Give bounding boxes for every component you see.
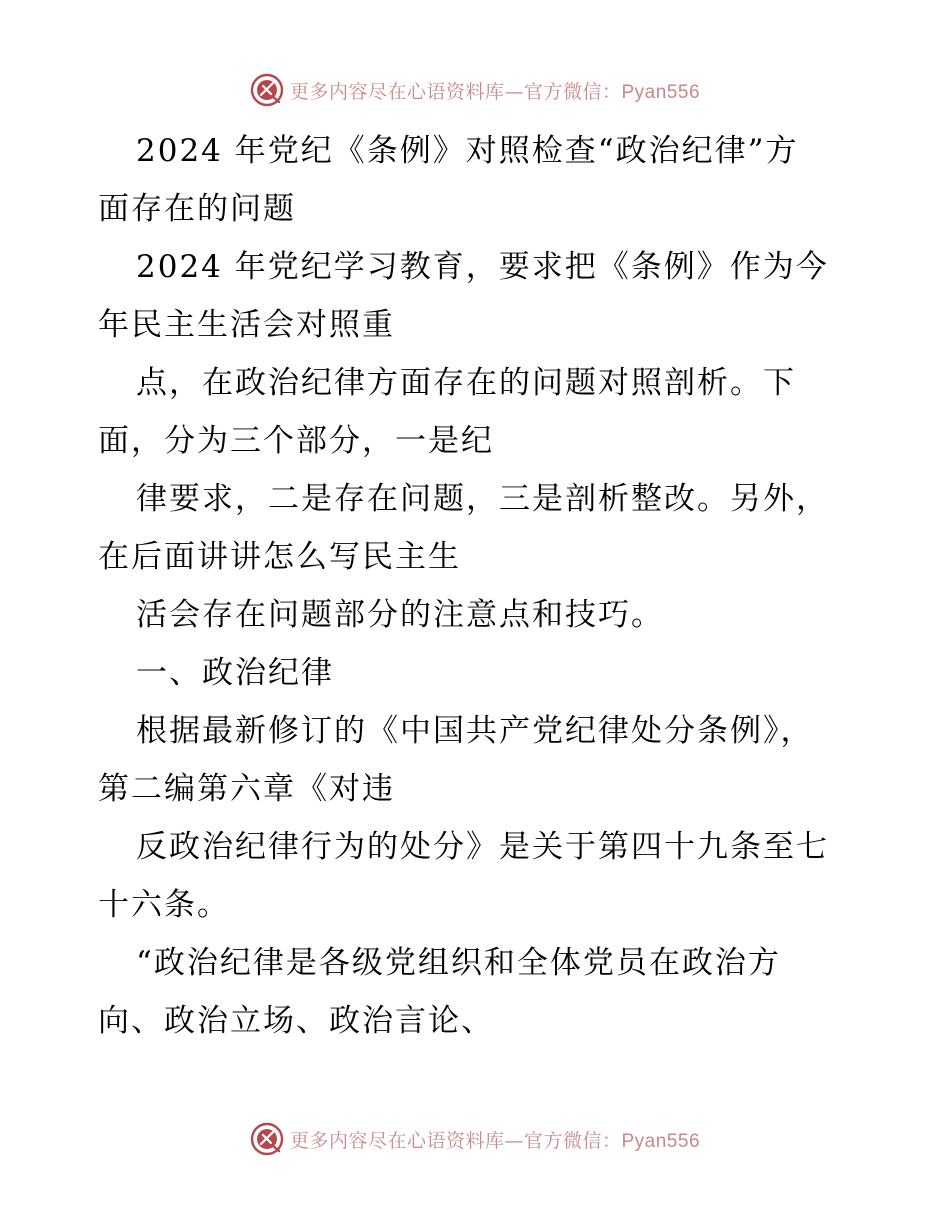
title-line-2: 面存在的问题 — [98, 191, 296, 227]
section-heading: 一、政治纪律 — [136, 655, 334, 691]
paragraph-line: “政治纪律是各级党组织和全体党员在政治方 — [136, 945, 781, 981]
paragraph-line: 年民主生活会对照重 — [98, 307, 395, 343]
paragraph-line: 向、政治立场、政治言论、 — [98, 1003, 494, 1039]
footer-watermark — [0, 1119, 950, 1159]
paragraph-line: 活会存在问题部分的注意点和技巧。 — [136, 597, 664, 633]
paragraph-line: 2024 年党纪学习教育，要求把《条例》作为今 — [136, 249, 829, 285]
paragraph-line: 根据最新修订的《中国共产党纪律处分条例》， — [136, 713, 814, 749]
seal-logo-icon — [250, 73, 284, 107]
paragraph-line: 第二编第六章《对违 — [98, 771, 395, 807]
paragraph-line: 反政治纪律行为的处分》是关于第四十九条至七 — [136, 829, 829, 865]
seal-logo-icon — [250, 1122, 284, 1156]
header-watermark — [0, 70, 950, 110]
watermark-id: Pyan556 — [621, 1130, 701, 1152]
paragraph-line: 十六条。 — [98, 887, 230, 923]
document-body — [98, 122, 850, 1050]
watermark-text: 更多内容尽在心语资料库—官方微信： — [289, 80, 622, 103]
watermark-id: Pyan556 — [621, 81, 701, 103]
paragraph-line: 点，在政治纪律方面存在的问题对照剖析。下 — [136, 365, 796, 401]
paragraph-line: 在后面讲讲怎么写民主生 — [98, 539, 461, 575]
title-line-1: 2024 年党纪《条例》对照检查“政治纪律”方 — [136, 133, 799, 169]
paragraph-line: 律要求，二是存在问题，三是剖析整改。另外， — [136, 481, 829, 517]
paragraph-line: 面，分为三个部分，一是纪 — [98, 423, 494, 459]
watermark-text: 更多内容尽在心语资料库—官方微信： — [289, 1129, 622, 1152]
